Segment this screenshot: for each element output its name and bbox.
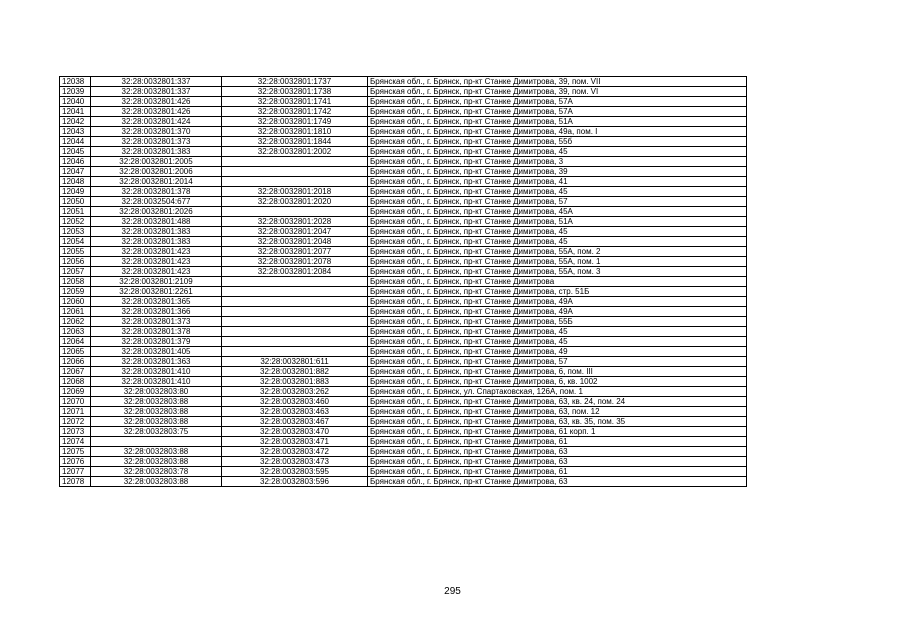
row-number-cell: 12057: [60, 267, 91, 277]
address-cell: Брянская обл., г. Брянск, пр-кт Станке Димитрова, 6, кв. 1002: [368, 377, 747, 387]
row-number-cell: 12052: [60, 217, 91, 227]
row-number-cell: 12060: [60, 297, 91, 307]
table-row: [60, 107, 747, 117]
cadastral-number-cell: 32:28:0032803:463: [222, 407, 368, 417]
address-cell: Брянская обл., г. Брянск, пр-кт Станке Димитрова, 55А, пом. 3: [368, 267, 747, 277]
address-cell: Брянская обл., г. Брянск, пр-кт Станке Димитрова, 55А, пом. 2: [368, 247, 747, 257]
table-row: [60, 427, 747, 437]
cadastral-number-cell: 32:28:0032801:882: [222, 367, 368, 377]
table-row: [60, 347, 747, 357]
address-cell: Брянская обл., г. Брянск, пр-кт Станке Димитрова, 57А: [368, 107, 747, 117]
row-number-cell: 12045: [60, 147, 91, 157]
cadastral-number-cell: 32:28:0032803:467: [222, 417, 368, 427]
table-row: [60, 467, 747, 477]
parent-cadastral-number-cell: 32:28:0032801:378: [91, 327, 222, 337]
cadastral-number-cell: 32:28:0032803:471: [222, 437, 368, 447]
cadastral-number-cell: [222, 157, 368, 167]
parent-cadastral-number-cell: 32:28:0032504:677: [91, 197, 222, 207]
table-row: [60, 127, 747, 137]
address-cell: Брянская обл., г. Брянск, пр-кт Станке Димитрова, 3: [368, 157, 747, 167]
parent-cadastral-number-cell: 32:28:0032801:426: [91, 107, 222, 117]
row-number-cell: 12068: [60, 377, 91, 387]
row-number-cell: 12077: [60, 467, 91, 477]
address-cell: Брянская обл., г. Брянск, пр-кт Станке Димитрова, 45: [368, 227, 747, 237]
row-number-cell: 12040: [60, 97, 91, 107]
cadastral-number-cell: 32:28:0032801:611: [222, 357, 368, 367]
table-row: [60, 87, 747, 97]
table-row: [60, 447, 747, 457]
cadastral-number-cell: [222, 207, 368, 217]
address-cell: Брянская обл., г. Брянск, пр-кт Станке Димитрова, 57А: [368, 97, 747, 107]
address-cell: Брянская обл., г. Брянск, пр-кт Станке Димитрова, 6, пом. III: [368, 367, 747, 377]
row-number-cell: 12074: [60, 437, 91, 447]
cadastral-number-cell: 32:28:0032801:1737: [222, 77, 368, 87]
row-number-cell: 12046: [60, 157, 91, 167]
table-row: [60, 407, 747, 417]
address-cell: Брянская обл., г. Брянск, пр-кт Станке Димитрова, 41: [368, 177, 747, 187]
address-cell: Брянская обл., г. Брянск, ул. Спартаковская, 126А, пом. 1: [368, 387, 747, 397]
table-row: [60, 437, 747, 447]
address-cell: Брянская обл., г. Брянск, пр-кт Станке Димитрова, стр. 51Б: [368, 287, 747, 297]
row-number-cell: 12039: [60, 87, 91, 97]
cadastral-number-cell: 32:28:0032801:2047: [222, 227, 368, 237]
parent-cadastral-number-cell: 32:28:0032803:88: [91, 407, 222, 417]
row-number-cell: 12047: [60, 167, 91, 177]
address-cell: Брянская обл., г. Брянск, пр-кт Станке Димитрова, 57: [368, 197, 747, 207]
cadastral-number-cell: 32:28:0032801:2028: [222, 217, 368, 227]
parent-cadastral-number-cell: 32:28:0032801:410: [91, 367, 222, 377]
cadastral-number-cell: [222, 297, 368, 307]
row-number-cell: 12053: [60, 227, 91, 237]
cadastral-number-cell: [222, 317, 368, 327]
address-cell: Брянская обл., г. Брянск, пр-кт Станке Димитрова, 45: [368, 337, 747, 347]
parent-cadastral-number-cell: 32:28:0032801:423: [91, 267, 222, 277]
cadastral-number-cell: 32:28:0032801:2084: [222, 267, 368, 277]
cadastral-number-cell: 32:28:0032803:470: [222, 427, 368, 437]
table-row: [60, 217, 747, 227]
parent-cadastral-number-cell: 32:28:0032803:88: [91, 397, 222, 407]
address-cell: Брянская обл., г. Брянск, пр-кт Станке Димитрова, 63, кв. 24, пом. 24: [368, 397, 747, 407]
parent-cadastral-number-cell: 32:28:0032801:488: [91, 217, 222, 227]
row-number-cell: 12058: [60, 277, 91, 287]
address-cell: Брянская обл., г. Брянск, пр-кт Станке Димитрова, 45: [368, 237, 747, 247]
parent-cadastral-number-cell: 32:28:0032801:2014: [91, 177, 222, 187]
row-number-cell: 12042: [60, 117, 91, 127]
cadastral-number-cell: 32:28:0032801:1741: [222, 97, 368, 107]
cadastral-number-cell: 32:28:0032803:460: [222, 397, 368, 407]
parent-cadastral-number-cell: 32:28:0032801:337: [91, 77, 222, 87]
parent-cadastral-number-cell: 32:28:0032801:423: [91, 257, 222, 267]
row-number-cell: 12044: [60, 137, 91, 147]
row-number-cell: 12067: [60, 367, 91, 377]
row-number-cell: 12066: [60, 357, 91, 367]
parent-cadastral-number-cell: 32:28:0032801:2006: [91, 167, 222, 177]
parent-cadastral-number-cell: 32:28:0032801:410: [91, 377, 222, 387]
address-cell: Брянская обл., г. Брянск, пр-кт Станке Димитрова, 63: [368, 477, 747, 487]
table-row: [60, 317, 747, 327]
parent-cadastral-number-cell: 32:28:0032801:383: [91, 147, 222, 157]
address-cell: Брянская обл., г. Брянск, пр-кт Станке Димитрова, 63, кв. 35, пом. 35: [368, 417, 747, 427]
row-number-cell: 12048: [60, 177, 91, 187]
parent-cadastral-number-cell: 32:28:0032801:424: [91, 117, 222, 127]
address-cell: Брянская обл., г. Брянск, пр-кт Станке Димитрова, 51А: [368, 117, 747, 127]
parent-cadastral-number-cell: 32:28:0032801:365: [91, 297, 222, 307]
parent-cadastral-number-cell: 32:28:0032801:366: [91, 307, 222, 317]
table-row: [60, 77, 747, 87]
parent-cadastral-number-cell: 32:28:0032801:378: [91, 187, 222, 197]
parent-cadastral-number-cell: 32:28:0032803:88: [91, 417, 222, 427]
row-number-cell: 12056: [60, 257, 91, 267]
row-number-cell: 12070: [60, 397, 91, 407]
cadastral-number-cell: 32:28:0032803:596: [222, 477, 368, 487]
cadastral-number-cell: 32:28:0032801:2077: [222, 247, 368, 257]
cadastral-number-cell: 32:28:0032803:595: [222, 467, 368, 477]
cadastral-table: [59, 76, 747, 487]
address-cell: Брянская обл., г. Брянск, пр-кт Станке Димитрова, 55б: [368, 137, 747, 147]
parent-cadastral-number-cell: 32:28:0032801:2109: [91, 277, 222, 287]
cadastral-number-cell: 32:28:0032801:1844: [222, 137, 368, 147]
address-cell: Брянская обл., г. Брянск, пр-кт Станке Димитрова, 49А: [368, 307, 747, 317]
parent-cadastral-number-cell: 32:28:0032801:383: [91, 237, 222, 247]
parent-cadastral-number-cell: 32:28:0032801:373: [91, 317, 222, 327]
cadastral-number-cell: 32:28:0032801:1749: [222, 117, 368, 127]
parent-cadastral-number-cell: 32:28:0032801:2026: [91, 207, 222, 217]
row-number-cell: 12054: [60, 237, 91, 247]
table-row: [60, 117, 747, 127]
table-row: [60, 187, 747, 197]
cadastral-number-cell: 32:28:0032803:472: [222, 447, 368, 457]
cadastral-number-cell: [222, 347, 368, 357]
cadastral-number-cell: [222, 167, 368, 177]
row-number-cell: 12078: [60, 477, 91, 487]
table-row: [60, 197, 747, 207]
table-row: [60, 397, 747, 407]
parent-cadastral-number-cell: 32:28:0032801:2005: [91, 157, 222, 167]
table-row: [60, 357, 747, 367]
row-number-cell: 12049: [60, 187, 91, 197]
table-row: [60, 137, 747, 147]
table-row: [60, 277, 747, 287]
address-cell: Брянская обл., г. Брянск, пр-кт Станке Димитрова, 55Б: [368, 317, 747, 327]
address-cell: Брянская обл., г. Брянск, пр-кт Станке Димитрова, 49: [368, 347, 747, 357]
table-body: [60, 77, 747, 487]
table-row: [60, 147, 747, 157]
cadastral-number-cell: 32:28:0032801:2018: [222, 187, 368, 197]
table-row: [60, 177, 747, 187]
cadastral-number-cell: 32:28:0032803:473: [222, 457, 368, 467]
address-cell: Брянская обл., г. Брянск, пр-кт Станке Димитрова, 45: [368, 147, 747, 157]
table-row: [60, 337, 747, 347]
page-number: 295: [444, 586, 461, 597]
row-number-cell: 12062: [60, 317, 91, 327]
table-row: [60, 327, 747, 337]
table-row: [60, 417, 747, 427]
row-number-cell: 12075: [60, 447, 91, 457]
row-number-cell: 12050: [60, 197, 91, 207]
parent-cadastral-number-cell: [91, 437, 222, 447]
address-cell: Брянская обл., г. Брянск, пр-кт Станке Димитрова: [368, 277, 747, 287]
cadastral-number-cell: 32:28:0032803:262: [222, 387, 368, 397]
table-row: [60, 287, 747, 297]
parent-cadastral-number-cell: 32:28:0032803:75: [91, 427, 222, 437]
parent-cadastral-number-cell: 32:28:0032801:2261: [91, 287, 222, 297]
row-number-cell: 12064: [60, 337, 91, 347]
parent-cadastral-number-cell: 32:28:0032803:88: [91, 447, 222, 457]
cadastral-number-cell: [222, 277, 368, 287]
address-cell: Брянская обл., г. Брянск, пр-кт Станке Димитрова, 45: [368, 327, 747, 337]
row-number-cell: 12073: [60, 427, 91, 437]
row-number-cell: 12043: [60, 127, 91, 137]
row-number-cell: 12063: [60, 327, 91, 337]
row-number-cell: 12059: [60, 287, 91, 297]
address-cell: Брянская обл., г. Брянск, пр-кт Станке Димитрова, 63: [368, 447, 747, 457]
table-row: [60, 257, 747, 267]
parent-cadastral-number-cell: 32:28:0032803:78: [91, 467, 222, 477]
cadastral-number-cell: 32:28:0032801:2048: [222, 237, 368, 247]
table-row: [60, 307, 747, 317]
address-cell: Брянская обл., г. Брянск, пр-кт Станке Димитрова, 61: [368, 467, 747, 477]
address-cell: Брянская обл., г. Брянск, пр-кт Станке Димитрова, 61: [368, 437, 747, 447]
row-number-cell: 12072: [60, 417, 91, 427]
cadastral-number-cell: [222, 337, 368, 347]
address-cell: Брянская обл., г. Брянск, пр-кт Станке Димитрова, 49а, пом. I: [368, 127, 747, 137]
cadastral-number-cell: 32:28:0032801:2078: [222, 257, 368, 267]
table-row: [60, 457, 747, 467]
parent-cadastral-number-cell: 32:28:0032801:363: [91, 357, 222, 367]
address-cell: Брянская обл., г. Брянск, пр-кт Станке Димитрова, 45А: [368, 207, 747, 217]
table-row: [60, 167, 747, 177]
parent-cadastral-number-cell: 32:28:0032801:370: [91, 127, 222, 137]
address-cell: Брянская обл., г. Брянск, пр-кт Станке Димитрова, 55А, пом. 1: [368, 257, 747, 267]
cadastral-number-cell: [222, 327, 368, 337]
table-row: [60, 237, 747, 247]
table-row: [60, 387, 747, 397]
address-cell: Брянская обл., г. Брянск, пр-кт Станке Димитрова, 39, пом. VI: [368, 87, 747, 97]
table-row: [60, 157, 747, 167]
row-number-cell: 12065: [60, 347, 91, 357]
cadastral-number-cell: 32:28:0032801:883: [222, 377, 368, 387]
address-cell: Брянская обл., г. Брянск, пр-кт Станке Димитрова, 49А: [368, 297, 747, 307]
table-row: [60, 267, 747, 277]
cadastral-number-cell: [222, 287, 368, 297]
cadastral-number-cell: 32:28:0032801:1742: [222, 107, 368, 117]
address-cell: Брянская обл., г. Брянск, пр-кт Станке Димитрова, 39: [368, 167, 747, 177]
table-row: [60, 367, 747, 377]
parent-cadastral-number-cell: 32:28:0032801:373: [91, 137, 222, 147]
cadastral-number-cell: [222, 177, 368, 187]
parent-cadastral-number-cell: 32:28:0032801:337: [91, 87, 222, 97]
table-row: [60, 227, 747, 237]
address-cell: Брянская обл., г. Брянск, пр-кт Станке Димитрова, 51А: [368, 217, 747, 227]
row-number-cell: 12038: [60, 77, 91, 87]
parent-cadastral-number-cell: 32:28:0032801:379: [91, 337, 222, 347]
table-row: [60, 377, 747, 387]
parent-cadastral-number-cell: 32:28:0032801:383: [91, 227, 222, 237]
table-row: [60, 247, 747, 257]
parent-cadastral-number-cell: 32:28:0032803:88: [91, 457, 222, 467]
parent-cadastral-number-cell: 32:28:0032803:80: [91, 387, 222, 397]
parent-cadastral-number-cell: 32:28:0032801:405: [91, 347, 222, 357]
cadastral-number-cell: 32:28:0032801:2002: [222, 147, 368, 157]
address-cell: Брянская обл., г. Брянск, пр-кт Станке Димитрова, 45: [368, 187, 747, 197]
row-number-cell: 12041: [60, 107, 91, 117]
row-number-cell: 12069: [60, 387, 91, 397]
parent-cadastral-number-cell: 32:28:0032803:88: [91, 477, 222, 487]
cadastral-number-cell: [222, 307, 368, 317]
address-cell: Брянская обл., г. Брянск, пр-кт Станке Димитрова, 61 корп. 1: [368, 427, 747, 437]
cadastral-number-cell: 32:28:0032801:1738: [222, 87, 368, 97]
table-row: [60, 297, 747, 307]
table-row: [60, 477, 747, 487]
row-number-cell: 12061: [60, 307, 91, 317]
parent-cadastral-number-cell: 32:28:0032801:423: [91, 247, 222, 257]
row-number-cell: 12076: [60, 457, 91, 467]
cadastral-number-cell: 32:28:0032801:1810: [222, 127, 368, 137]
row-number-cell: 12051: [60, 207, 91, 217]
parent-cadastral-number-cell: 32:28:0032801:426: [91, 97, 222, 107]
row-number-cell: 12055: [60, 247, 91, 257]
table-row: [60, 207, 747, 217]
address-cell: Брянская обл., г. Брянск, пр-кт Станке Димитрова, 63, пом. 12: [368, 407, 747, 417]
table-row: [60, 97, 747, 107]
address-cell: Брянская обл., г. Брянск, пр-кт Станке Димитрова, 57: [368, 357, 747, 367]
address-cell: Брянская обл., г. Брянск, пр-кт Станке Димитрова, 39, пом. VII: [368, 77, 747, 87]
row-number-cell: 12071: [60, 407, 91, 417]
address-cell: Брянская обл., г. Брянск, пр-кт Станке Димитрова, 63: [368, 457, 747, 467]
cadastral-number-cell: 32:28:0032801:2020: [222, 197, 368, 207]
